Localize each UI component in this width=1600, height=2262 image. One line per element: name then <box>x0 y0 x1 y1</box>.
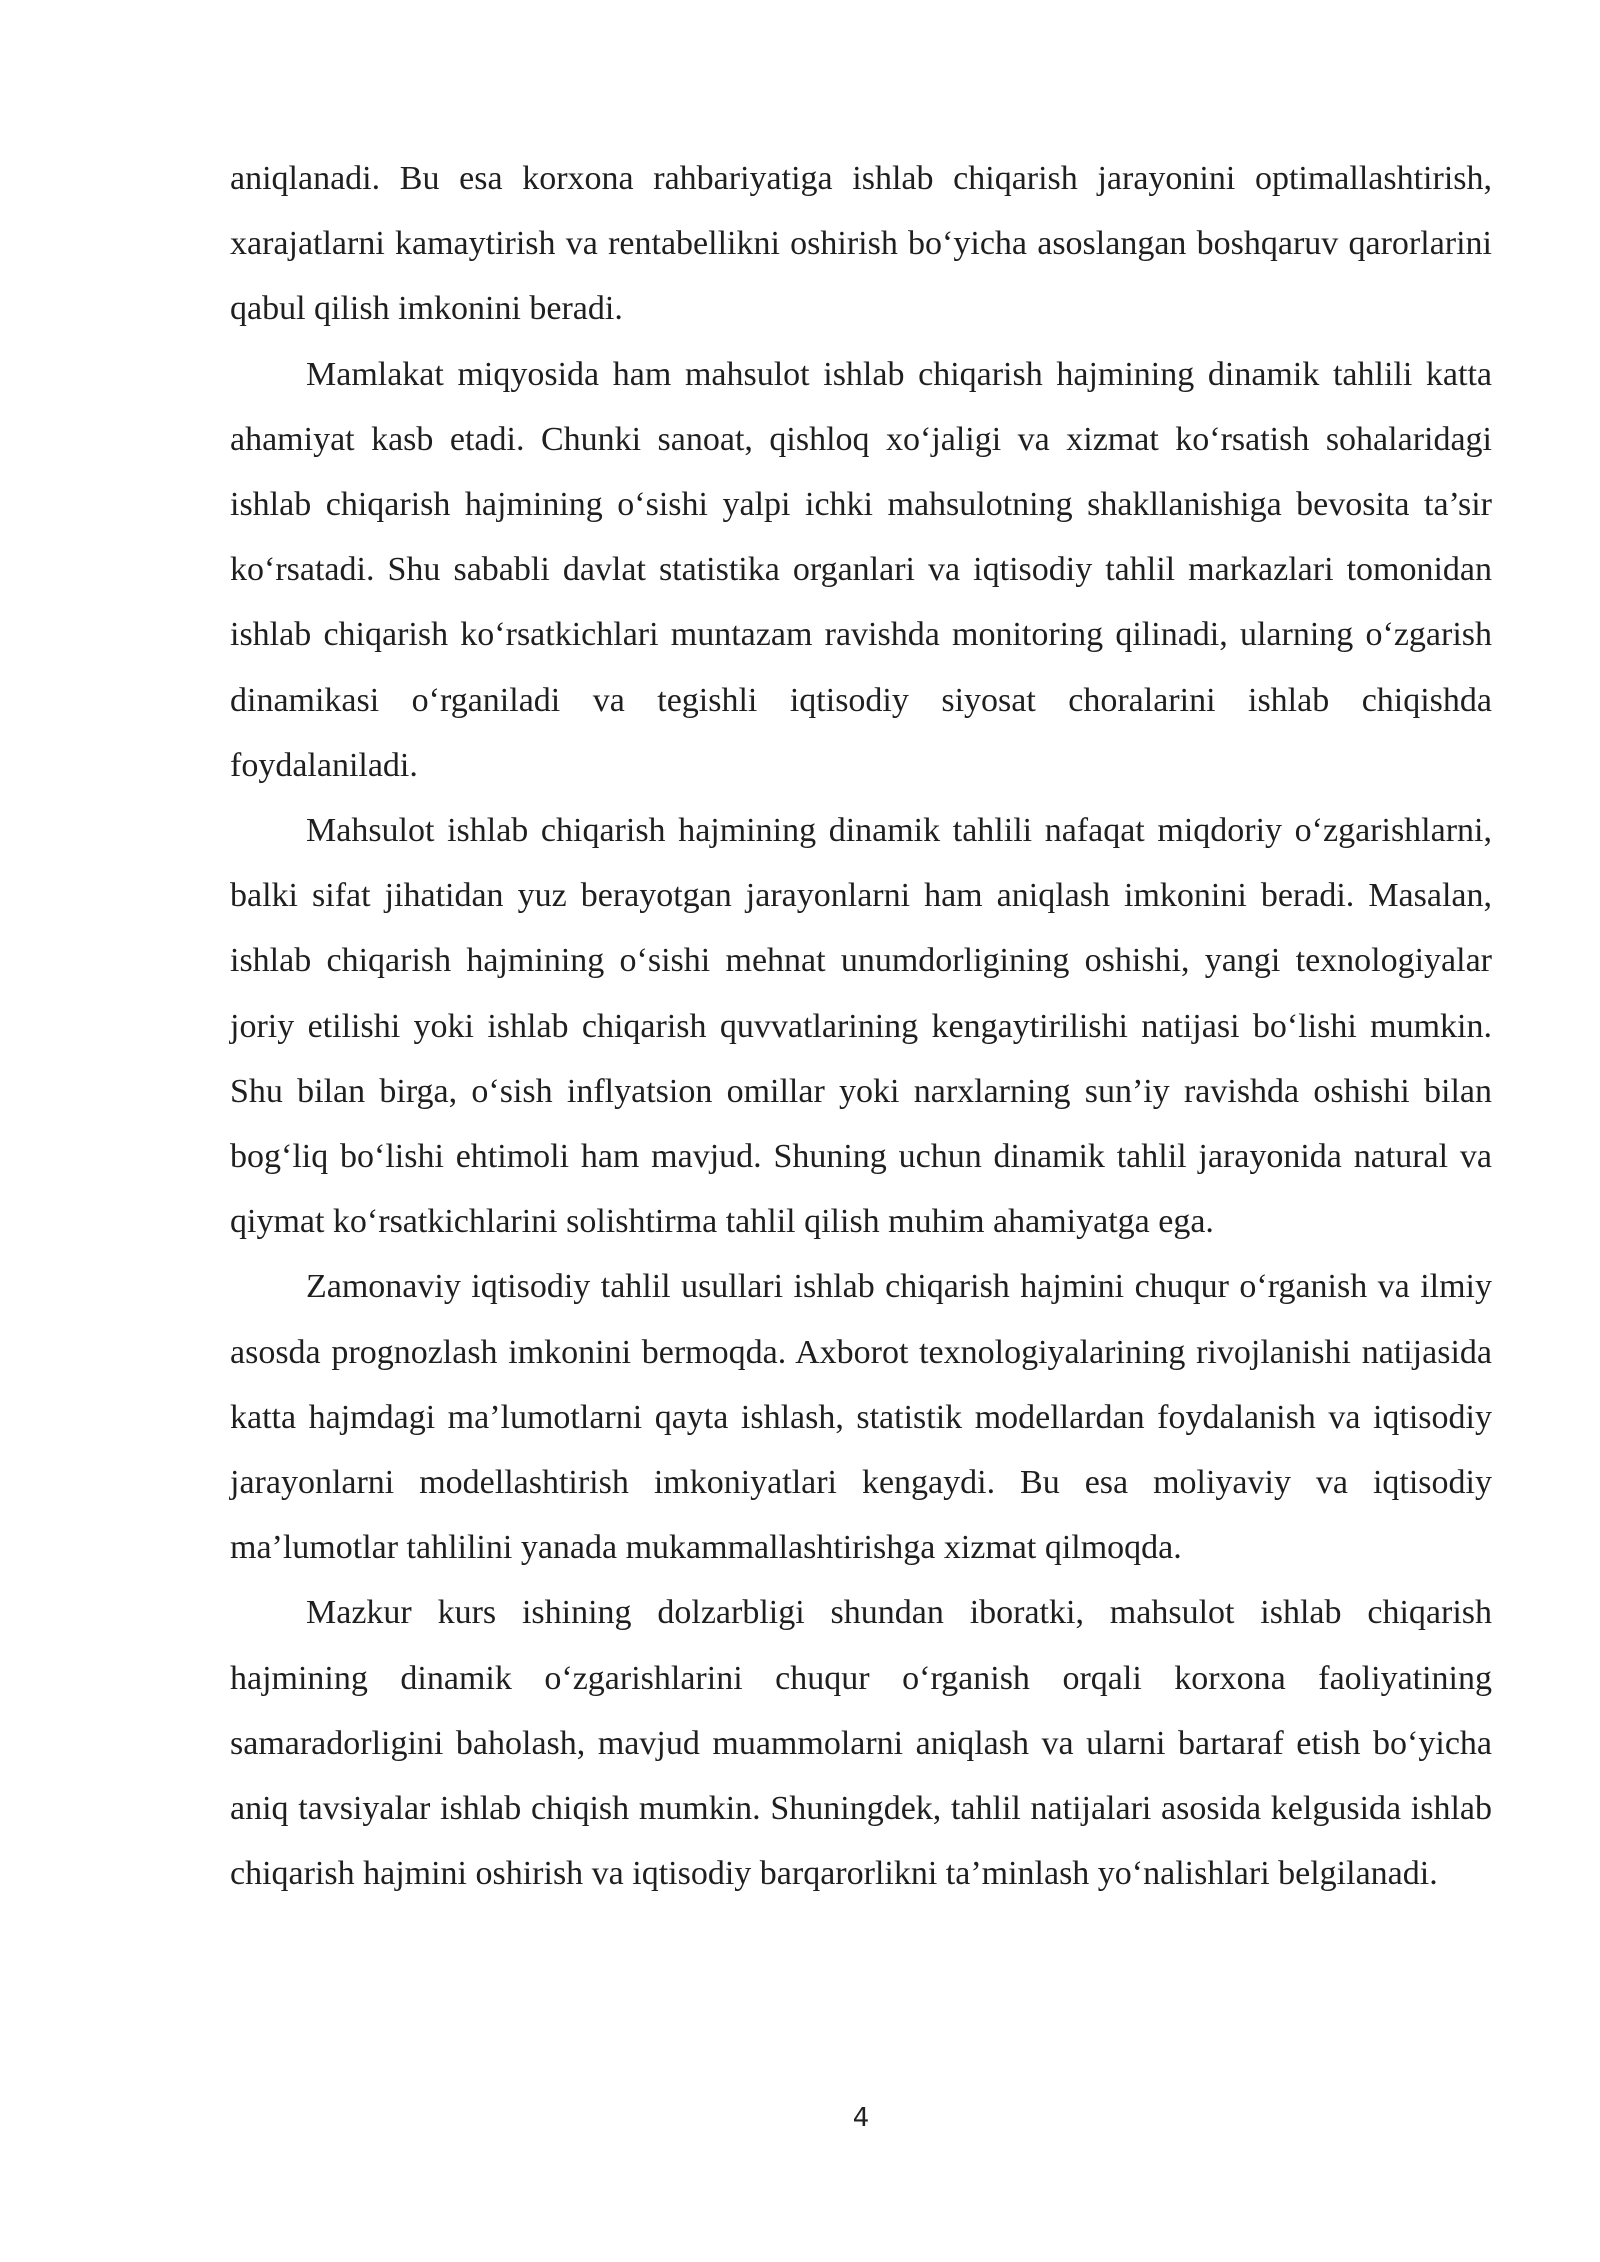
paragraph-1: aniqlanadi. Bu esa korxona rahbariyatiga ishlab chiqarish jarayonini optimallashtirish, xarajatlarni kamaytirish va rentabellikni oshirish bo‘yicha asoslangan boshqaruv qarorlarini qabul qilish imkonini beradi. <box>230 160 1492 328</box>
body-text <box>230 146 1492 1906</box>
page-number: 4 <box>852 2103 870 2133</box>
paragraph-4: Zamonaviy iqtisodiy tahlil usullari ishlab chiqarish hajmini chuqur o‘rganish va ilmiy asosda prognozlash imkonini bermoqda. Axborot texnologiyalarining rivojlanishi natijasida katta hajmdagi ma’lumotlarni qayta ishlash, statistik modellardan foydalanish va iqtisodiy jarayonlarni modellashtirish imkoniyatlari kengaydi. Bu esa moliyaviy va iqtisodiy ma’lumotlar tahlilini yanada mukammallashtirishga xizmat qilmoqda. <box>230 1268 1492 1567</box>
paragraph-3: Mahsulot ishlab chiqarish hajmining dinamik tahlili nafaqat miqdoriy o‘zgarishlarni, balki sifat jihatidan yuz berayotgan jarayonlarni ham aniqlash imkonini beradi. Masalan, ishlab chiqarish hajmining o‘sishi mehnat unumdorligining oshishi, yangi texnologiyalar joriy etilishi yoki ishlab chiqarish quvvatlarining kengaytirilishi natijasi bo‘lishi mumkin. Shu bilan birga, o‘sish inflyatsion omillar yoki narxlarning sun’iy ravishda oshishi bilan bog‘liq bo‘lishi ehtimoli ham mavjud. Shuning uchun dinamik tahlil jarayonida natural va qiymat ko‘rsatkichlarini solishtirma tahlil qilish muhim ahamiyatga ega. <box>230 812 1492 1241</box>
paragraph-2: Mamlakat miqyosida ham mahsulot ishlab chiqarish hajmining dinamik tahlili katta ahamiyat kasb etadi. Chunki sanoat, qishloq xo‘jaligi va xizmat ko‘rsatish sohalaridagi ishlab chiqarish hajmining o‘sishi yalpi ichki mahsulotning shakllanishiga bevosita ta’sir ko‘rsatadi. Shu sababli davlat statistika organlari va iqtisodiy tahlil markazlari tomonidan ishlab chiqarish ko‘rsatkichlari muntazam ravishda monitoring qilinadi, ularning o‘zgarish dinamikasi o‘rganiladi va tegishli iqtisodiy siyosat choralarini ishlab chiqishda foydalaniladi. <box>230 355 1492 784</box>
paragraph-5: Mazkur kurs ishining dolzarbligi shundan iboratki, mahsulot ishlab chiqarish hajmining dinamik o‘zgarishlarini chuqur o‘rganish orqali korxona faoliyatining samaradorligini baholash, mavjud muammolarni aniqlash va ularni bartaraf etish bo‘yicha aniq tavsiyalar ishlab chiqish mumkin. Shuningdek, tahlil natijalari asosida kelgusida ishlab chiqarish hajmini oshirish va iqtisodiy barqarorlikni ta’minlash yo‘nalishlari belgilanadi. <box>230 1594 1492 1893</box>
